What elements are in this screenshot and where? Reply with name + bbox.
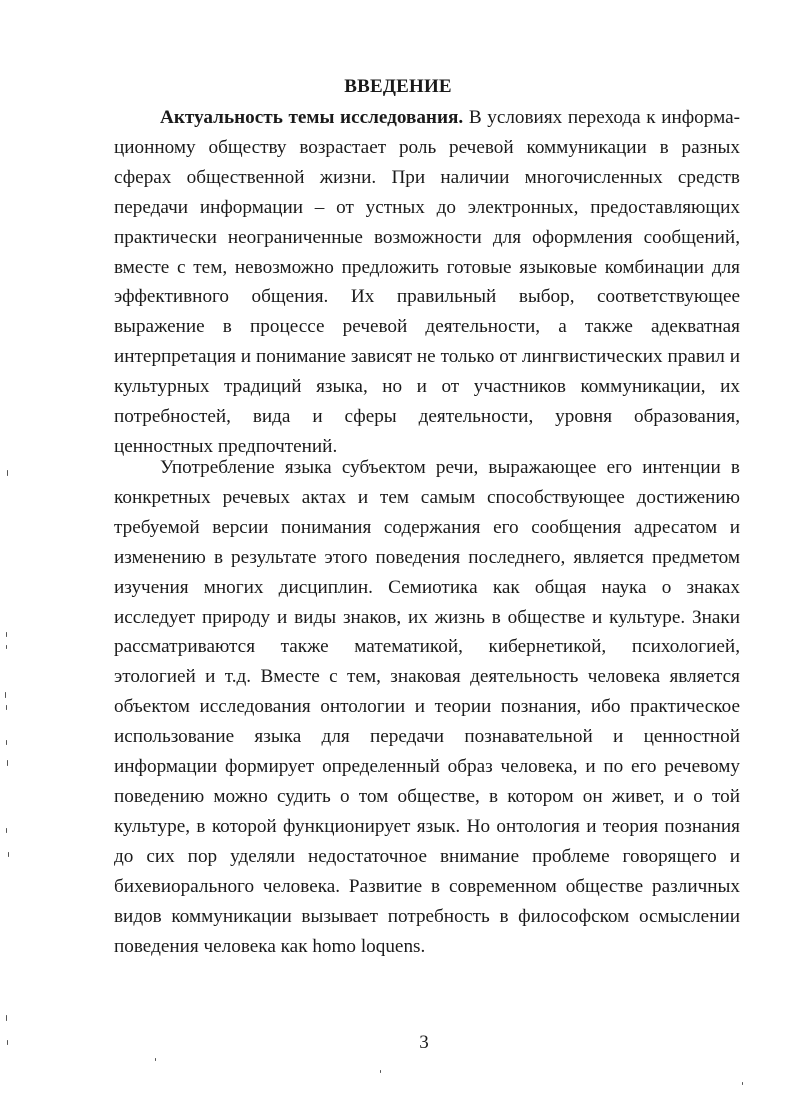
paragraph-relevance-body: В условиях перехода к информационному обществу возрастает роль речевой коммуникации в разных сферах общественной жизни. При наличии многочисленных средств передачи информации – от устных до электронных, предоставляющих практически неограниченные возможности для оформления сообщений, вместе с тем, невозможно предложить готовые языковые комбинации для эффективного общения. Их правильный выбор, соответствующее выражение в процессе речевой деятельности, а также адекватная интерпретация и понимание зависят не только от лингвистических правил и культурных традиций языка, но и от участников коммуникации, их потребностей, вида и сферы деятельности, уровня образования, ценностных предпочтений. [114, 107, 740, 457]
scan-speck [6, 705, 7, 710]
paragraph-lead-bold: Актуальность темы исследования. [160, 107, 464, 128]
paragraph-relevance [114, 103, 740, 462]
paragraph-language-use-text: Употребление языка субъектом речи, выражающее его интенции в конкретных речевых актах и тем самым способствующее достижению требуемой версии понимания содержания его сообщения адресатом и изменению в результате этого поведения последнего, является предметом изучения многих дисциплин. Семиотика как общая наука о знаках исследует природу и виды знаков, их жизнь в обществе и культуре. Знаки рассматриваются также математикой, кибернетикой, психологией, этологией и т.д. Вместе с тем, знаковая деятельность человека является объектом исследования онтологии и теории познания, ибо практическое использование языка для передачи познавательной и ценностной информации формирует определенный образ человека, и по его речевому поведению можно судить о том обществе, в котором он живет, и о той культуре, в которой функционирует язык. Но онтология и теория познания до сих пор уделяли недостаточное внимание проблеме говорящего и бихевиорального человека. Развитие в современном обществе различных видов коммуникации вызывает потребность в философском осмыслении поведения человека как homo loquens. [114, 457, 740, 957]
scan-speck [742, 1082, 743, 1085]
scan-speck [7, 760, 8, 766]
scan-speck [7, 1040, 8, 1045]
scan-speck [6, 740, 7, 745]
scan-speck [8, 852, 9, 857]
scan-speck [6, 828, 7, 833]
page-number: 3 [419, 1032, 429, 1053]
scan-speck [6, 632, 7, 637]
scan-speck [5, 692, 6, 698]
scan-speck [7, 470, 8, 476]
paragraph-language-use [114, 453, 740, 961]
scan-speck [6, 645, 7, 649]
scan-speck [380, 1070, 381, 1073]
scan-speck [155, 1058, 156, 1061]
paragraph-relevance-text [114, 103, 740, 462]
section-heading: ВВЕДЕНИЕ [344, 76, 452, 97]
scan-speck [6, 1015, 7, 1021]
